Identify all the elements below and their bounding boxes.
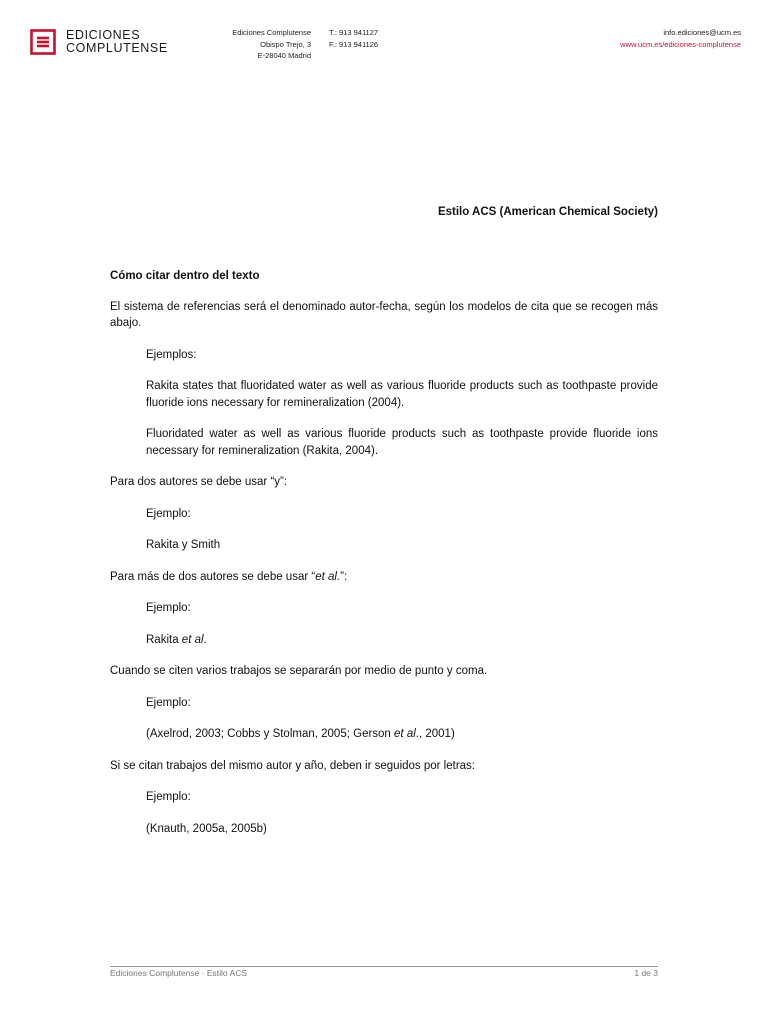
- two-authors-paragraph: Para dos autores se debe usar “y”:: [110, 476, 288, 488]
- address-line: Obispo Trejo, 3: [260, 39, 311, 49]
- et-al-italic: et al: [181, 633, 204, 646]
- same-author-example: (Knauth, 2005a, 2005b): [146, 822, 267, 835]
- phone-number: T.: 913 941127: [329, 28, 379, 37]
- logo-wordmark: [66, 29, 168, 55]
- email-link[interactable]: info.ediciones@ucm.es: [663, 28, 741, 37]
- example-label: Ejemplo:: [146, 507, 191, 520]
- text-segment: Rakita: [146, 633, 182, 646]
- section-heading: Cómo citar dentro del texto: [110, 270, 260, 282]
- example-paragraph-2: Fluoridated water as well as various fluoride products such as toothpaste provide fluoride ions necessary for remineralization (Rakita, 2004).: [146, 428, 658, 457]
- website-link[interactable]: www.ucm.es/ediciones-complutense: [620, 39, 741, 49]
- footer-label: Ediciones Complutense · Estilo ACS: [110, 968, 248, 978]
- logo-line-2: COMPLUTENSE: [66, 41, 168, 55]
- intro-paragraph: El sistema de referencias será el denominado autor-fecha, según los modelos de cita que se recogen más abajo.: [110, 300, 658, 329]
- text-segment: .: [203, 633, 207, 646]
- text-segment: (Axelrod, 2003; Cobbs y Stolman, 2005; Gerson: [146, 728, 395, 740]
- several-works-example: [110, 726, 658, 743]
- example-paragraph-1: Rakita states that fluoridated water as well as various fluoride products such as toothpaste provide fluoride ions necessary for remineralization (2004).: [146, 380, 658, 409]
- ediciones-complutense-logo-icon: [30, 29, 56, 55]
- text-segment: ”:: [340, 570, 348, 583]
- several-works-paragraph: Cuando se citen varios trabajos se separarán por medio de punto y coma.: [110, 665, 488, 677]
- publisher-logo: [30, 29, 168, 55]
- page-number: 1 de 3: [634, 968, 658, 978]
- example-label: Ejemplo:: [146, 791, 191, 803]
- example-label: Ejemplo:: [146, 696, 191, 709]
- footer-divider: [110, 966, 658, 967]
- example-label: Ejemplo:: [146, 602, 191, 614]
- examples-label: Ejemplos:: [146, 348, 197, 361]
- same-author-paragraph: Si se citan trabajos del mismo autor y año, deben ir seguidos por letras:: [110, 759, 475, 772]
- document-title: Estilo ACS (American Chemical Society): [437, 206, 658, 218]
- publisher-contact: [620, 27, 741, 50]
- fax-number: F.: 913 941126: [329, 39, 379, 49]
- multi-authors-example: [110, 632, 658, 649]
- address-line: Ediciones Complutense: [232, 28, 311, 37]
- text-segment: ., 2001): [415, 728, 455, 740]
- address-line: E-28040 Madrid: [257, 51, 311, 60]
- et-al-italic: et al.: [315, 570, 341, 583]
- et-al-italic: et al: [394, 728, 416, 740]
- multi-authors-paragraph: [110, 569, 658, 586]
- publisher-phones: [329, 27, 378, 50]
- publisher-address: [200, 27, 311, 62]
- logo-line-1: EDICIONES: [66, 28, 141, 42]
- page-header: [0, 0, 768, 80]
- text-segment: Para más de dos autores se debe usar “: [110, 570, 316, 583]
- document-body: [110, 268, 658, 837]
- two-authors-example: Rakita y Smith: [146, 539, 221, 551]
